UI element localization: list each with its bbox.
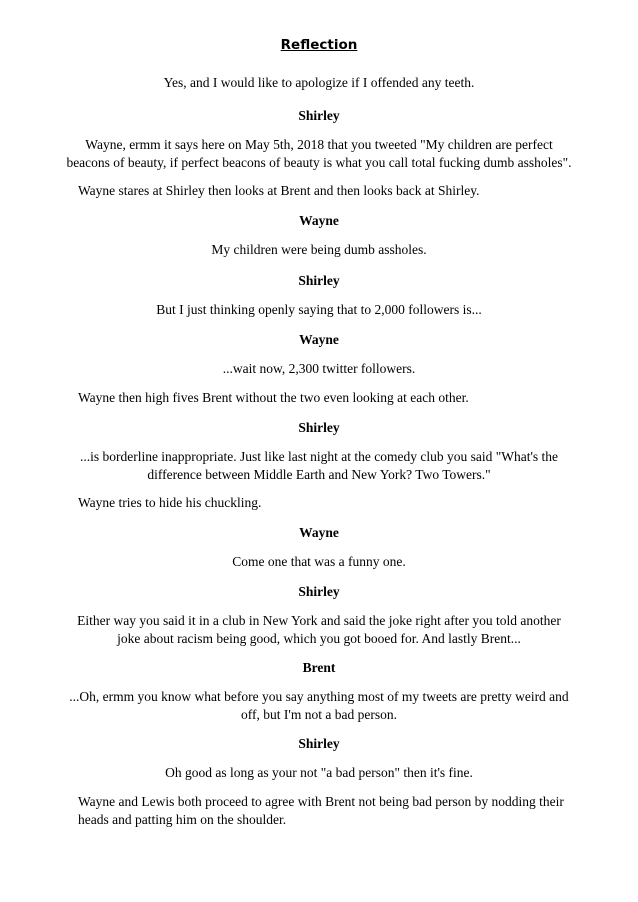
dialogue-line: ...Oh, ermm you know what before you say anything most of my tweets are pretty weird and — [69, 689, 569, 704]
speaker-name: Shirley — [298, 736, 340, 751]
page-title: Reflection — [280, 37, 358, 53]
speaker-name: Shirley — [298, 420, 340, 435]
speaker-name: Brent — [302, 660, 336, 675]
action-line: Wayne and Lewis both proceed to agree with Brent not being bad person by nodding their — [78, 794, 564, 809]
dialogue-line: Wayne, ermm it says here on May 5th, 2018 that you tweeted "My children are perfect — [85, 137, 553, 152]
dialogue-line: But I just thinking openly saying that to 2,000 followers is... — [156, 302, 482, 317]
dialogue-line: joke about racism being good, which you got booed for. And lastly Brent... — [117, 631, 521, 646]
dialogue-line: Either way you said it in a club in New York and said the joke right after you told another — [77, 613, 561, 628]
dialogue-line: difference between Middle Earth and New York? Two Towers." — [147, 467, 491, 482]
action-line: Wayne then high fives Brent without the two even looking at each other. — [78, 390, 469, 405]
dialogue-line: My children were being dumb assholes. — [211, 242, 427, 257]
speaker-name: Shirley — [298, 108, 340, 123]
dialogue-line: ...wait now, 2,300 twitter followers. — [222, 361, 416, 376]
dialogue-line: Yes, and I would like to apologize if I offended any teeth. — [163, 75, 475, 90]
speaker-name: Wayne — [299, 332, 339, 347]
speaker-name: Wayne — [299, 525, 339, 540]
action-line: heads and patting him on the shoulder. — [78, 812, 287, 827]
action-line: Wayne stares at Shirley then looks at Brent and then looks back at Shirley. — [78, 183, 480, 198]
speaker-name: Shirley — [298, 584, 340, 599]
speaker-name: Shirley — [298, 273, 340, 288]
dialogue-line: ...is borderline inappropriate. Just like last night at the comedy club you said "What's the — [79, 449, 559, 464]
dialogue-line: beacons of beauty, if perfect beacons of beauty is what you call total fucking dumb assholes". — [66, 155, 572, 170]
dialogue-line: Oh good as long as your not "a bad person" then it's fine. — [165, 765, 473, 780]
dialogue-line: Come one that was a funny one. — [232, 554, 406, 569]
speaker-name: Wayne — [299, 213, 339, 228]
action-line: Wayne tries to hide his chuckling. — [78, 495, 262, 510]
dialogue-line: off, but I'm not a bad person. — [241, 707, 397, 722]
